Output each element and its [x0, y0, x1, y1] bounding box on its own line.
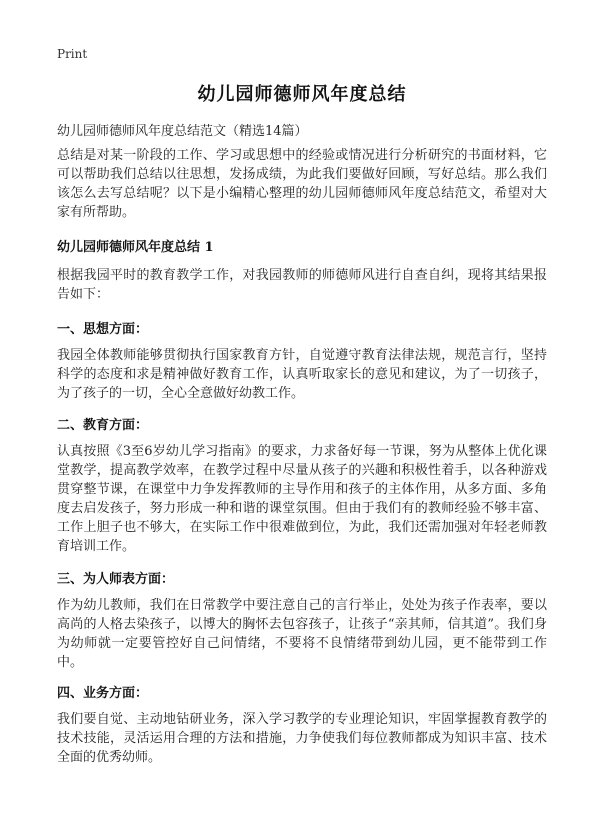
section-body-conduct: 作为幼儿教师，我们在日常教学中要注意自己的言行举止，处处为孩子作表率，要以高尚的人格去染孩子，以博大的胸怀去包容孩子，让孩子“亲其师，信其道”。我们身为幼师就一定要管控好自己问情绪，不要将不良情绪带到幼儿园，更不能带到工作中。: [57, 598, 547, 670]
article-subtitle: 幼儿园师德师风年度总结范文（精选14篇）: [57, 124, 308, 139]
section-heading-education: 二、教育方面：: [57, 418, 149, 433]
lead-paragraph: 根据我园平时的教育教学工作，对我园教师的师德师风进行自查自纠，现将其结果报告如下：: [57, 268, 547, 302]
section-body-thought: 我园全体教师能够贯彻执行国家教育方针，自觉遵守教育法律法规，规范言行，坚持科学的态度和求是精神做好教育工作，认真听取家长的意见和建议，为了一切孩子，为了孩子的一切，全心全意做好幼教工作。: [57, 348, 547, 401]
section-body-professional: 我们要自觉、主动地钻研业务，深入学习教学的专业理论知识，牢固掌握教育教学的技术技能，灵活运用合理的方法和措施，力争使我们每位教师都成为知识丰富、技术全面的优秀幼师。: [57, 712, 547, 765]
print-link[interactable]: Print: [57, 47, 88, 61]
section-body-education: 认真按照《3至6岁幼儿学习指南》的要求，力求备好每一节课，努为从整体上优化课堂教学，提高教学效率，在教学过程中尽量从孩子的兴趣和积极性着手，以各种游戏贯穿整节课，在课堂中力争发挥教师的主导作用和孩子的主体作用，从多方面、多角度去启发孩子，努力形成一种和谐的课堂氛围。但由于我们有的教师经验不够丰富、工作上胆子也不够大，在实际工作中很难做到位，为此，我们还需加强对年轻老师教育培训工作。: [57, 444, 547, 554]
section-heading-thought: 一、思想方面：: [57, 322, 149, 337]
article-heading: 幼儿园师德师风年度总结 1: [57, 240, 214, 255]
section-heading-professional: 四、业务方面：: [57, 686, 149, 701]
page-title: 幼儿园师德师风年度总结: [197, 84, 407, 105]
section-heading-conduct: 三、为人师表方面：: [57, 572, 175, 587]
intro-paragraph: 总结是对某一阶段的工作、学习或思想中的经验或情况进行分析研究的书面材料，它可以帮助我们总结以往思想，发扬成绩，为此我们要做好回顾，写好总结。那么我们该怎么去写总结呢？以下是小编精心整理的幼儿园师德师风年度总结范文，希望对大家有所帮助。: [57, 148, 547, 220]
